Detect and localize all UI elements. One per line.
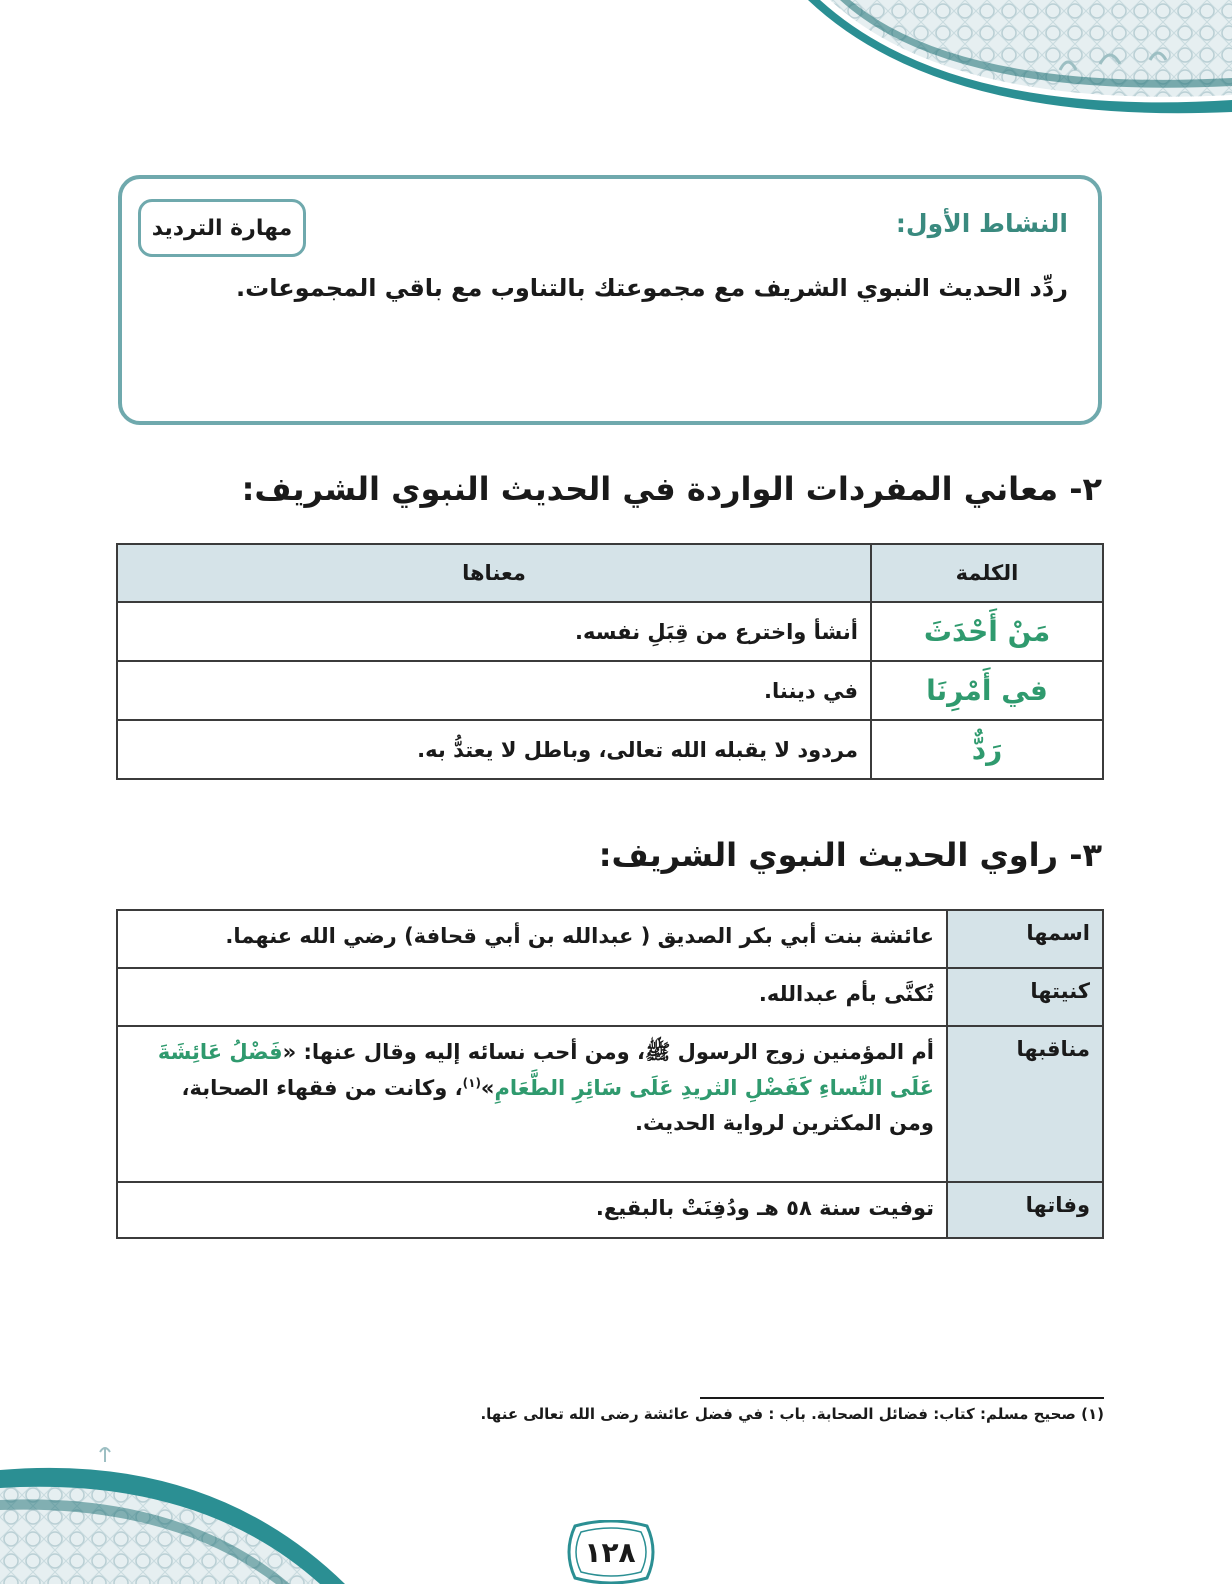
activity-box	[118, 175, 1102, 425]
footnote: (١) صحيح مسلم: كتاب: فضائل الصحابة. باب : في فضل عائشة رضى الله تعالى عنها.	[480, 1405, 1104, 1423]
top-decoration	[800, 0, 1232, 115]
table-row	[117, 720, 1103, 779]
virtues-text-end: ، وكانت من فقهاء الصحابة، ومن المكثرين لرواية الحديث.	[181, 1075, 934, 1136]
bottom-decoration	[0, 1440, 360, 1584]
row-label-kunya: كنيتها	[947, 968, 1103, 1026]
row-value-name: عائشة بنت أبي بكر الصديق ( عبدالله بن أبي قحافة) رضي الله عنهما.	[117, 910, 947, 968]
row-value-kunya: تُكنَّى بأم عبدالله.	[117, 968, 947, 1026]
row-value-death: توفيت سنة ٥٨ هـ ودُفِنَتْ بالبقيع.	[117, 1182, 947, 1238]
activity-instruction: ردِّد الحديث النبوي الشريف مع مجموعتك بالتناوب مع باقي المجموعات.	[236, 274, 1068, 302]
quote-close: »	[480, 1075, 495, 1100]
row-label-death: وفاتها	[947, 1182, 1103, 1238]
row-label-name: اسمها	[947, 910, 1103, 968]
row-value-virtues	[117, 1026, 947, 1182]
vocab-word: في أَمْرِنَا	[871, 661, 1103, 720]
footnote-ref: (١)	[462, 1075, 481, 1090]
table-row	[117, 602, 1103, 661]
skill-tab: مهارة الترديد	[138, 199, 306, 257]
vocab-meaning: في ديننا.	[117, 661, 871, 720]
header-word: الكلمة	[871, 544, 1103, 602]
section2-heading: ٢- معاني المفردات الواردة في الحديث النبوي الشريف:	[241, 470, 1102, 508]
footnote-divider	[700, 1397, 1104, 1399]
table-row	[117, 1026, 1103, 1182]
virtues-text: أم المؤمنين زوج الرسول ﷺ، ومن أحب نسائه إليه وقال عنها: «	[282, 1040, 934, 1064]
table-row	[117, 661, 1103, 720]
vocab-word: رَدٌّ	[871, 720, 1103, 779]
table-row	[117, 968, 1103, 1026]
table-header-row	[117, 544, 1103, 602]
vocab-meaning: أنشأ واخترع من قِبَلِ نفسه.	[117, 602, 871, 661]
table-row	[117, 1182, 1103, 1238]
page-number: ١٢٨	[584, 1535, 636, 1569]
vocab-meaning: مردود لا يقبله الله تعالى، وباطل لا يعتدُّ به.	[117, 720, 871, 779]
activity-title: النشاط الأول:	[895, 209, 1068, 238]
table-row	[117, 910, 1103, 968]
header-meaning: معناها	[117, 544, 871, 602]
section3-heading: ٣- راوي الحديث النبوي الشريف:	[598, 836, 1102, 874]
row-label-virtues: مناقبها	[947, 1026, 1103, 1182]
vocab-word: مَنْ أَحْدَثَ	[871, 602, 1103, 661]
narrator-table	[116, 909, 1104, 1239]
hadith-quote: فَضْلُ عَائِشَةَ عَلَى النِّساءِ كَفَضْلِ الثريدِ عَلَى سَائِرِ الطَّعَامِ	[157, 1040, 934, 1100]
vocabulary-table	[116, 543, 1104, 780]
